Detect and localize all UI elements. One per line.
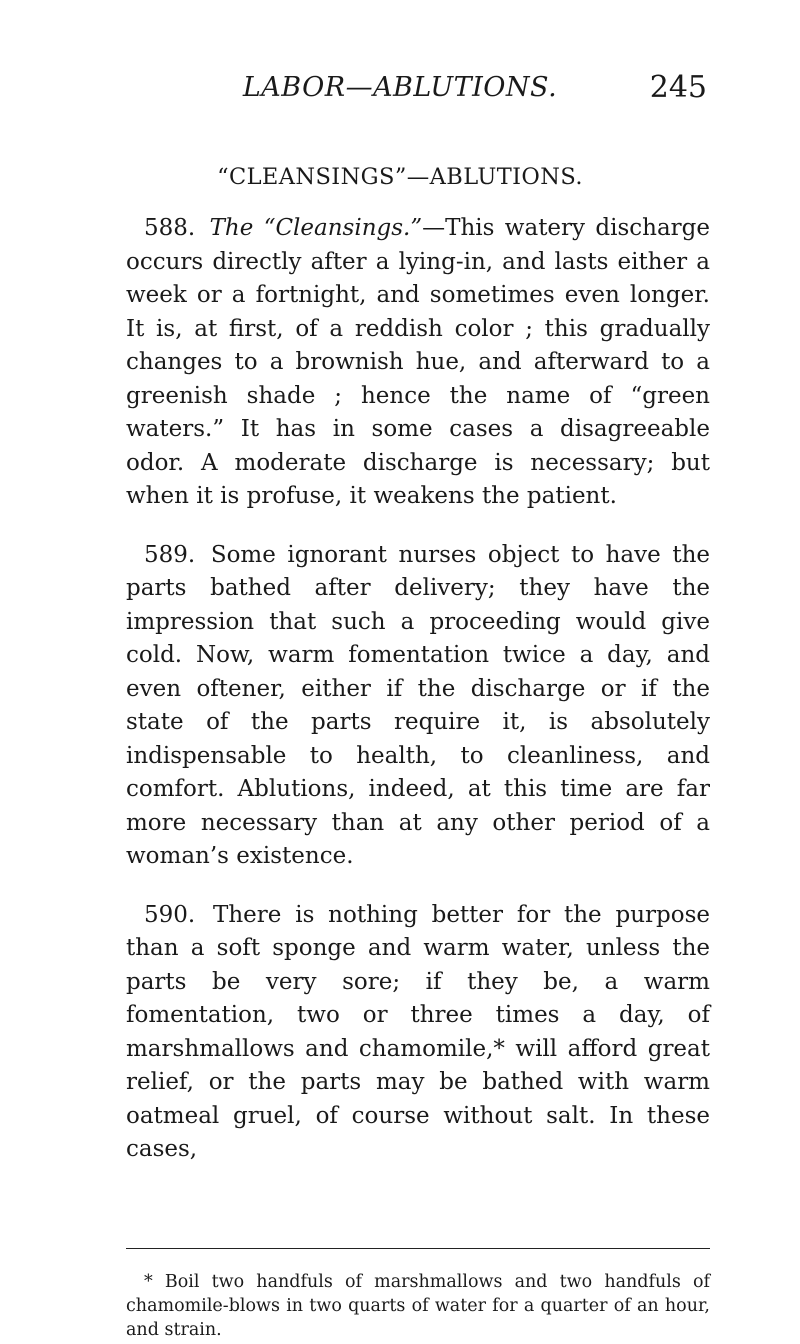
paragraph-589 <box>126 539 710 874</box>
paragraph-590 <box>126 899 710 1167</box>
page-number: 245 <box>649 70 707 105</box>
paragraph-text: There is nothing better for the purpose than a soft sponge and warm water, unless the parts be very sore; if they be, a warm fomentation, two or three times a day, of marshmallows and chamomile,* will afford great relief, or the parts may be bathed with warm oatmeal gruel, of course without salt. In these cases, <box>126 901 710 1162</box>
paragraph-text: Some ignorant nurses object to have the parts bathed after delivery; they have the impression that such a proceeding would give cold. Now, warm fomentation twice a day, and even oftener, either if the discharge or if the state of the parts require it, is absolutely indispensable to health, to cleanliness, and comfort. Ablutions, indeed, at this time are far more necessary than at any other period of a woman’s existence. <box>126 541 711 869</box>
paragraph-number: 588. <box>144 215 196 241</box>
footnote-divider <box>126 1248 710 1249</box>
section-heading: “CLEANSINGS”—ABLUTIONS. <box>217 164 583 190</box>
running-title: LABOR—ABLUTIONS. <box>242 72 558 103</box>
paragraph-number: 590. <box>144 901 196 928</box>
paragraph-588 <box>126 212 710 514</box>
running-head <box>0 70 800 114</box>
paragraph-number: 589. <box>144 541 196 568</box>
paragraph-text: —This watery discharge occurs directly after a lying-in, and lasts either a week or a fortnight, and sometimes even longer. It is, at first, of a reddish color ; this gradually changes to a brownish hue, and afterward to a greenish shade ; hence the name of “green waters.” It has in some cases a disagreeable odor. A moderate discharge is necessary; but when it is profuse, it weakens the patient. <box>126 215 711 509</box>
footnote: * Boil two handfuls of marshmallows and two handfuls of chamomile-blows in two quarts of water for a quarter of an hour, and strain. <box>126 1272 710 1340</box>
paragraph-title: The “Cleansings.” <box>209 215 423 241</box>
body-text <box>126 212 710 1192</box>
